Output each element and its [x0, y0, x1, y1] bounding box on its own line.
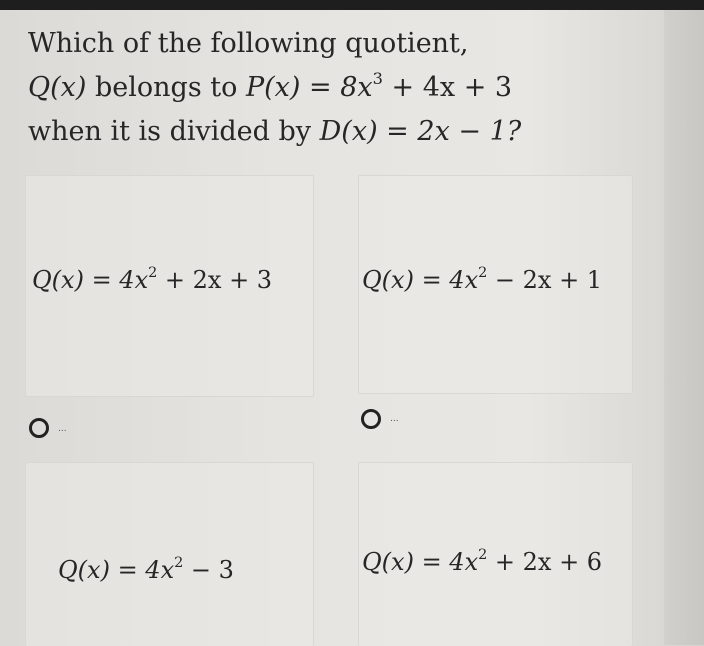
choice-c-rest: − 3 [183, 556, 234, 584]
choice-a-radio-label: ... [58, 424, 67, 434]
polynomial-p: P(x) = 8x [245, 72, 373, 103]
question-text [28, 22, 668, 154]
choice-c-exponent: 2 [174, 554, 184, 571]
choice-c-main: Q(x) = 4x [58, 556, 175, 584]
choice-a-main: Q(x) = 4x [32, 266, 149, 294]
choice-a-text [32, 266, 272, 294]
right-edge-strip [664, 10, 704, 645]
question-line-1 [28, 22, 668, 66]
top-bar [0, 0, 704, 10]
choice-b-radio-label: ... [390, 414, 399, 424]
question-line-1-text: Which of the following quotient, [28, 28, 469, 59]
choice-b-exponent: 2 [478, 264, 488, 281]
choice-b-radio[interactable] [361, 409, 381, 429]
choice-card-c[interactable] [25, 462, 314, 646]
divisor-d: D(x) = 2x − 1? [319, 116, 522, 147]
question-line-3 [28, 110, 668, 154]
choice-c-text [58, 556, 234, 584]
choice-d-main: Q(x) = 4x [362, 548, 479, 576]
choice-b-text [362, 266, 602, 294]
choice-d-text [362, 548, 602, 576]
polynomial-p-rest: + 4x + 3 [382, 72, 513, 103]
choice-b-rest: − 2x + 1 [487, 266, 603, 294]
question-line-2-mid: belongs to [86, 72, 246, 103]
choice-d-rest: + 2x + 6 [487, 548, 603, 576]
question-line-3-pre: when it is divided by [28, 116, 320, 147]
quotient-symbol: Q(x) [28, 72, 87, 103]
question-line-2 [28, 66, 668, 110]
choice-d-exponent: 2 [478, 546, 488, 563]
choice-a-rest: + 2x + 3 [157, 266, 273, 294]
polynomial-p-exponent: 3 [372, 68, 383, 88]
choice-a-exponent: 2 [148, 264, 158, 281]
choice-b-main: Q(x) = 4x [362, 266, 479, 294]
choice-a-radio[interactable] [29, 418, 49, 438]
